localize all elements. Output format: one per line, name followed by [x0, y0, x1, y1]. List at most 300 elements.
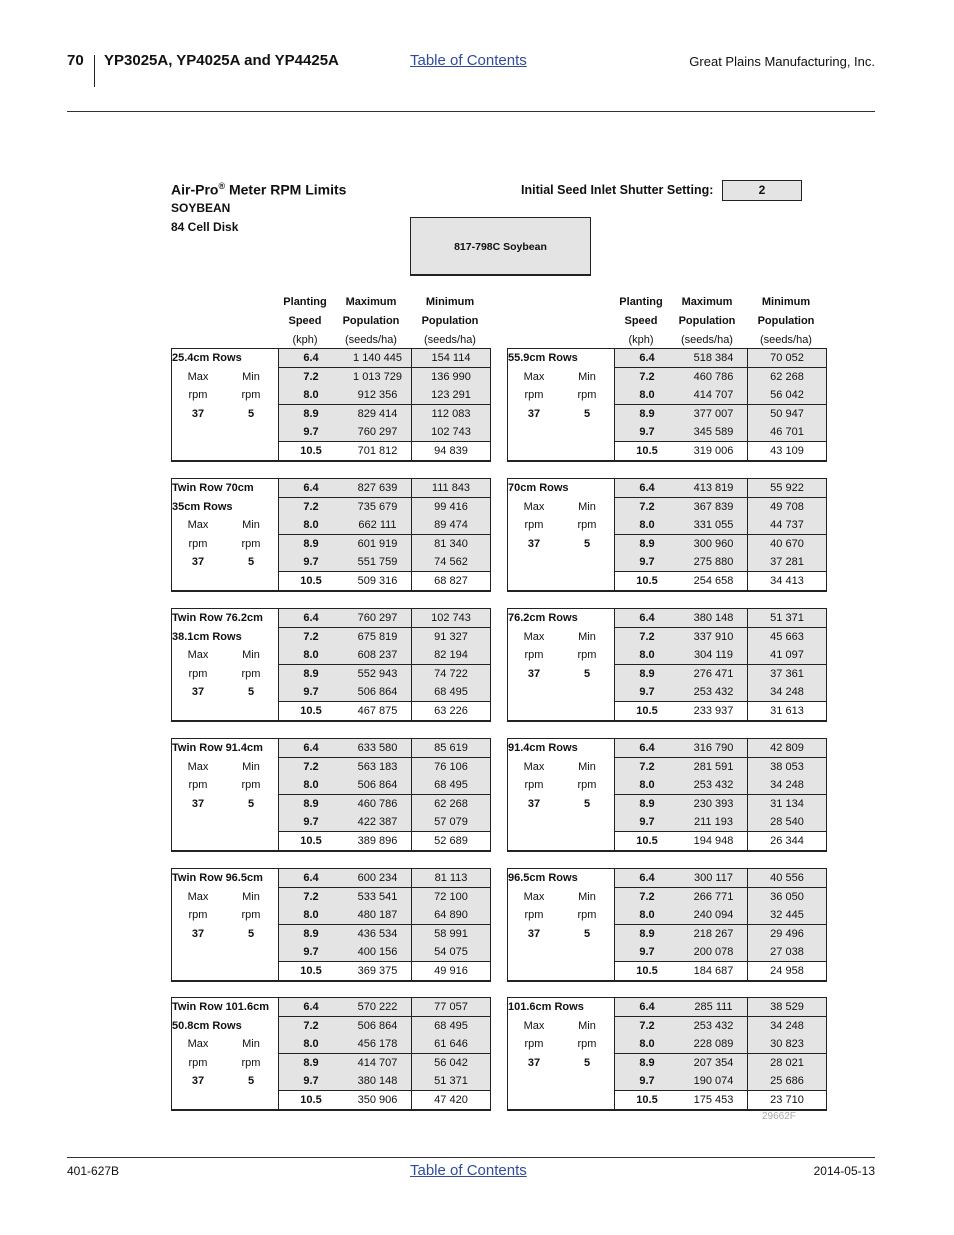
rpm-limit-min: Min	[578, 760, 596, 773]
maximum-population-cell: 552 943	[344, 665, 411, 684]
planting-speed-cell: 6.4	[614, 739, 680, 758]
minimum-population-cell: 111 843	[412, 479, 490, 498]
maximum-population-cell: 460 786	[680, 368, 747, 387]
rpm-limit-rpm: rpm	[241, 1056, 261, 1069]
planting-speed-cell: 10.5	[300, 964, 322, 977]
maximum-population-cell: 570 222	[344, 998, 411, 1017]
column-divider	[411, 869, 412, 980]
crop-name: SOYBEAN	[171, 201, 231, 215]
rpm-limit-min: Min	[242, 370, 260, 383]
footer-rule	[67, 1157, 875, 1158]
column-header-line: (seeds/ha)	[760, 334, 812, 346]
planting-speed-cell: 10.5	[636, 1093, 658, 1106]
minimum-population-cell: 99 416	[412, 498, 490, 517]
minimum-population-cell: 34 248	[748, 683, 826, 702]
row-spacing-label: Twin Row 70cm	[172, 482, 254, 494]
planting-speed-cell: 8.9	[614, 925, 680, 944]
maximum-population-cell: 480 187	[344, 906, 411, 925]
maximum-population-cell: 240 094	[680, 906, 747, 925]
planting-speed-cell: 6.4	[614, 349, 680, 368]
maximum-population-cell: 345 589	[680, 423, 747, 442]
column-header-line: Maximum	[345, 296, 397, 308]
planting-speed-cell: 9.7	[278, 553, 344, 572]
column-header-line: (seeds/ha)	[424, 334, 476, 346]
planting-speed-cell: 8.0	[614, 906, 680, 925]
minimum-population-cell: 49 916	[434, 964, 468, 977]
column-divider	[747, 869, 748, 980]
column-divider	[747, 609, 748, 720]
planting-speed-cell: 9.7	[614, 553, 680, 572]
column-divider	[747, 479, 748, 590]
maximum-population-cell: 350 906	[357, 1093, 398, 1106]
minimum-population-cell: 41 097	[748, 646, 826, 665]
minimum-population-cell: 82 194	[412, 646, 490, 665]
minimum-population-cell: 47 420	[434, 1093, 468, 1106]
column-header-line: Speed	[624, 315, 658, 327]
planting-speed-cell: 9.7	[614, 683, 680, 702]
column-header-line: Planting	[283, 296, 327, 308]
maximum-population-cell: 506 864	[344, 683, 411, 702]
column-header-min-pop-left	[411, 293, 489, 350]
column-divider	[278, 609, 279, 720]
column-header-line: Minimum	[425, 296, 475, 308]
page-number: 70	[67, 52, 84, 69]
minimum-population-cell: 74 722	[412, 665, 490, 684]
maximum-population-cell: 400 156	[344, 943, 411, 962]
column-header-speed-right	[613, 293, 669, 350]
planting-speed-cell: 8.9	[278, 665, 344, 684]
row-spacing-label: 76.2cm Rows	[508, 612, 578, 624]
row-spacing-label: 38.1cm Rows	[172, 630, 242, 643]
minimum-population-cell: 63 226	[434, 704, 468, 717]
planting-speed-cell: 6.4	[614, 998, 680, 1017]
rpm-limit-max: Max	[523, 500, 545, 513]
planting-speed-cell: 10.5	[300, 704, 322, 717]
maximum-population-cell: 389 896	[357, 834, 398, 847]
maximum-population-cell: 633 580	[344, 739, 411, 758]
minimum-population-cell: 32 445	[748, 906, 826, 925]
table-of-contents-link-bottom[interactable]: Table of Contents	[410, 1162, 527, 1179]
planting-speed-cell: 7.2	[614, 368, 680, 387]
column-header-speed-left	[277, 293, 333, 350]
rpm-limit-rpm: rpm	[524, 909, 544, 921]
maximum-population-cell: 200 078	[680, 943, 747, 962]
rpm-limit-rpm: rpm	[241, 779, 261, 791]
maximum-population-cell: 337 910	[680, 628, 747, 647]
rpm-limit-min: Min	[242, 760, 260, 773]
maximum-population-cell: 254 658	[693, 574, 734, 587]
planting-speed-cell: 10.5	[636, 834, 658, 847]
maximum-population-cell: 281 591	[680, 758, 747, 777]
planting-speed-cell: 8.9	[278, 535, 344, 554]
planting-speed-cell: 7.2	[614, 888, 680, 907]
rpm-limit-rpm: rpm	[577, 519, 597, 531]
minimum-population-cell: 62 268	[412, 795, 490, 814]
row-spacing-label: 91.4cm Rows	[508, 742, 578, 754]
planting-speed-cell: 7.2	[278, 1017, 344, 1036]
minimum-population-cell: 58 991	[412, 925, 490, 944]
column-divider	[614, 349, 615, 460]
column-divider	[411, 739, 412, 850]
rpm-limit-min-value: 5	[247, 407, 255, 420]
rpm-limit-rpm: rpm	[577, 1038, 597, 1050]
rpm-table-block	[171, 348, 491, 462]
planting-speed-cell: 7.2	[614, 628, 680, 647]
maximum-population-cell: 319 006	[693, 444, 734, 457]
maximum-population-cell: 253 432	[680, 683, 747, 702]
planting-speed-cell: 7.2	[614, 758, 680, 777]
disk-type: 84 Cell Disk	[171, 220, 239, 234]
planting-speed-cell: 8.0	[614, 646, 680, 665]
planting-speed-cell: 9.7	[614, 943, 680, 962]
rpm-limit-max: Max	[187, 890, 209, 903]
maximum-population-cell: 175 453	[693, 1093, 734, 1106]
column-header-line: (seeds/ha)	[345, 334, 397, 346]
planting-speed-cell: 9.7	[614, 423, 680, 442]
column-header-min-pop-right	[747, 293, 825, 350]
planting-speed-cell: 8.9	[614, 795, 680, 814]
maximum-population-cell: 207 354	[680, 1054, 747, 1073]
planting-speed-cell: 8.9	[278, 795, 344, 814]
column-header-max-pop-right	[671, 293, 743, 350]
minimum-population-cell: 52 689	[434, 834, 468, 847]
minimum-population-cell: 34 413	[770, 574, 804, 587]
column-divider	[614, 739, 615, 850]
rpm-limit-min-value: 5	[247, 686, 255, 698]
minimum-population-cell: 81 113	[412, 869, 490, 888]
rpm-limit-min-value: 5	[583, 927, 591, 940]
minimum-population-cell: 51 371	[412, 1072, 490, 1091]
minimum-population-cell: 49 708	[748, 498, 826, 517]
minimum-population-cell: 38 053	[748, 758, 826, 777]
column-divider	[278, 869, 279, 980]
column-header-line: Population	[421, 315, 479, 327]
minimum-population-cell: 31 134	[748, 795, 826, 814]
rpm-limit-max: Max	[187, 1038, 209, 1050]
maximum-population-cell: 506 864	[344, 776, 411, 795]
minimum-population-cell: 68 495	[412, 776, 490, 795]
minimum-population-cell: 34 248	[748, 776, 826, 795]
rpm-limit-min: Min	[578, 1019, 596, 1032]
maximum-population-cell: 662 111	[344, 516, 411, 535]
maximum-population-cell: 367 839	[680, 498, 747, 517]
rpm-limit-max-value: 37	[527, 1056, 541, 1069]
row-spacing-label: Twin Row 96.5cm	[172, 872, 263, 884]
minimum-population-cell: 30 823	[748, 1035, 826, 1054]
minimum-population-cell: 26 344	[770, 834, 804, 847]
minimum-population-cell: 76 106	[412, 758, 490, 777]
header-divider	[94, 55, 95, 87]
maximum-population-cell: 300 117	[680, 869, 747, 888]
row-spacing-label: 55.9cm Rows	[508, 352, 578, 364]
publication-date: 2014-05-13	[813, 1164, 875, 1178]
rpm-limit-rpm: rpm	[577, 389, 597, 401]
rpm-limit-min-value: 5	[247, 927, 255, 940]
rpm-limit-rpm: rpm	[524, 1038, 544, 1050]
planting-speed-cell: 6.4	[614, 479, 680, 498]
minimum-population-cell: 51 371	[748, 609, 826, 628]
minimum-population-cell: 102 743	[412, 609, 490, 628]
maximum-population-cell: 1 140 445	[344, 349, 411, 368]
maximum-population-cell: 760 297	[344, 609, 411, 628]
planting-speed-cell: 8.9	[614, 535, 680, 554]
rpm-limit-min-value: 5	[583, 667, 591, 680]
rpm-limit-rpm: rpm	[188, 537, 208, 550]
rpm-limit-max-value: 37	[191, 927, 205, 940]
planting-speed-cell: 6.4	[278, 869, 344, 888]
maximum-population-cell: 253 432	[680, 776, 747, 795]
planting-speed-cell: 10.5	[300, 834, 322, 847]
column-header-line: Minimum	[761, 296, 811, 308]
planting-speed-cell: 10.5	[636, 444, 658, 457]
minimum-population-cell: 61 646	[412, 1035, 490, 1054]
column-header-line: Population	[342, 315, 400, 327]
minimum-population-cell: 37 361	[748, 665, 826, 684]
column-divider	[411, 998, 412, 1109]
rpm-limit-rpm: rpm	[524, 519, 544, 531]
rpm-limit-min: Min	[242, 519, 260, 531]
row-spacing-label: 70cm Rows	[508, 482, 569, 494]
minimum-population-cell: 46 701	[748, 423, 826, 442]
planting-speed-cell: 8.9	[614, 1054, 680, 1073]
rpm-limit-max-value: 37	[191, 556, 205, 568]
maximum-population-cell: 414 707	[344, 1054, 411, 1073]
column-divider	[411, 479, 412, 590]
minimum-population-cell: 102 743	[412, 423, 490, 442]
rpm-limit-min: Min	[578, 630, 596, 643]
minimum-population-cell: 36 050	[748, 888, 826, 907]
maximum-population-cell: 218 267	[680, 925, 747, 944]
rpm-limit-rpm: rpm	[188, 1056, 208, 1069]
rpm-limit-max-value: 37	[191, 797, 205, 810]
rpm-limit-max-value: 37	[527, 667, 541, 680]
maximum-population-cell: 563 183	[344, 758, 411, 777]
rpm-limit-rpm: rpm	[524, 649, 544, 661]
maximum-population-cell: 467 875	[357, 704, 398, 717]
maximum-population-cell: 331 055	[680, 516, 747, 535]
maximum-population-cell: 436 534	[344, 925, 411, 944]
maximum-population-cell: 912 356	[344, 386, 411, 405]
maximum-population-cell: 184 687	[693, 964, 734, 977]
rpm-limit-min: Min	[578, 500, 596, 513]
rpm-limit-rpm: rpm	[577, 779, 597, 791]
rpm-limit-min: Min	[578, 890, 596, 903]
rpm-limit-max: Max	[187, 519, 209, 531]
column-divider	[614, 479, 615, 590]
planting-speed-cell: 8.0	[614, 776, 680, 795]
column-divider	[614, 998, 615, 1109]
minimum-population-cell: 85 619	[412, 739, 490, 758]
planting-speed-cell: 7.2	[614, 1017, 680, 1036]
column-divider	[747, 998, 748, 1109]
rpm-limit-min: Min	[242, 649, 260, 661]
maximum-population-cell: 211 193	[680, 813, 747, 832]
planting-speed-cell: 6.4	[614, 869, 680, 888]
rpm-limit-rpm: rpm	[524, 389, 544, 401]
rpm-limit-min-value: 5	[583, 1056, 591, 1069]
rpm-table-block	[507, 348, 827, 462]
minimum-population-cell: 50 947	[748, 405, 826, 424]
rpm-limit-max: Max	[523, 1019, 545, 1032]
row-spacing-label: 25.4cm Rows	[172, 352, 242, 364]
planting-speed-cell: 10.5	[636, 574, 658, 587]
column-header-line: Population	[757, 315, 815, 327]
minimum-population-cell: 38 529	[748, 998, 826, 1017]
rpm-limit-rpm: rpm	[241, 909, 261, 921]
rpm-limit-min-value: 5	[583, 537, 591, 550]
rpm-limit-max-value: 37	[527, 797, 541, 810]
minimum-population-cell: 57 079	[412, 813, 490, 832]
minimum-population-cell: 37 281	[748, 553, 826, 572]
rpm-limit-max: Max	[187, 760, 209, 773]
rpm-limit-max-value: 37	[527, 537, 541, 550]
column-header-line: Maximum	[681, 296, 733, 308]
manual-title: YP3025A, YP4025A and YP4425A	[104, 52, 339, 69]
planting-speed-cell: 10.5	[636, 964, 658, 977]
minimum-population-cell: 24 958	[770, 964, 804, 977]
minimum-population-cell: 70 052	[748, 349, 826, 368]
planting-speed-cell: 8.0	[614, 1035, 680, 1054]
planting-speed-cell: 10.5	[300, 574, 322, 587]
maximum-population-cell: 276 471	[680, 665, 747, 684]
column-header-line: Population	[678, 315, 736, 327]
column-divider	[747, 349, 748, 460]
planting-speed-cell: 6.4	[278, 349, 344, 368]
minimum-population-cell: 68 495	[412, 1017, 490, 1036]
maximum-population-cell: 228 089	[680, 1035, 747, 1054]
section-title-main: Air-Pro	[171, 181, 219, 198]
maximum-population-cell: 456 178	[344, 1035, 411, 1054]
minimum-population-cell: 55 922	[748, 479, 826, 498]
figure-number: 29662F	[762, 1111, 796, 1122]
maximum-population-cell: 304 119	[680, 646, 747, 665]
rpm-limit-max-value: 37	[527, 407, 541, 420]
maximum-population-cell: 413 819	[680, 479, 747, 498]
planting-speed-cell: 6.4	[278, 609, 344, 628]
planting-speed-cell: 7.2	[278, 888, 344, 907]
minimum-population-cell: 112 083	[412, 405, 490, 424]
rpm-limit-max-value: 37	[191, 1075, 205, 1087]
minimum-population-cell: 40 670	[748, 535, 826, 554]
rpm-limit-min-value: 5	[247, 1075, 255, 1087]
planting-speed-cell: 8.0	[278, 906, 344, 925]
minimum-population-cell: 44 737	[748, 516, 826, 535]
maximum-population-cell: 533 541	[344, 888, 411, 907]
minimum-population-cell: 28 021	[748, 1054, 826, 1073]
minimum-population-cell: 77 057	[412, 998, 490, 1017]
document-number: 401-627B	[67, 1164, 120, 1178]
maximum-population-cell: 422 387	[344, 813, 411, 832]
planting-speed-cell: 8.0	[614, 516, 680, 535]
column-divider	[278, 998, 279, 1109]
planting-speed-cell: 10.5	[300, 444, 322, 457]
minimum-population-cell: 42 809	[748, 739, 826, 758]
rpm-limit-min-value: 5	[583, 797, 591, 810]
column-header-max-pop-left	[335, 293, 407, 350]
row-spacing-label: Twin Row 91.4cm	[172, 742, 263, 754]
maximum-population-cell: 316 790	[680, 739, 747, 758]
maximum-population-cell: 518 384	[680, 349, 747, 368]
minimum-population-cell: 28 540	[748, 813, 826, 832]
minimum-population-cell: 68 495	[412, 683, 490, 702]
maximum-population-cell: 760 297	[344, 423, 411, 442]
planting-speed-cell: 8.9	[278, 405, 344, 424]
planting-speed-cell: 9.7	[614, 1072, 680, 1091]
column-divider	[411, 609, 412, 720]
rpm-table-block	[171, 997, 491, 1111]
maximum-population-cell: 551 759	[344, 553, 411, 572]
minimum-population-cell: 89 474	[412, 516, 490, 535]
rpm-limit-min: Min	[242, 890, 260, 903]
column-header-line: Planting	[619, 296, 663, 308]
row-spacing-label: 35cm Rows	[172, 500, 233, 513]
maximum-population-cell: 701 812	[357, 444, 398, 457]
rpm-limit-max: Max	[523, 630, 545, 643]
maximum-population-cell: 253 432	[680, 1017, 747, 1036]
rpm-limit-max-value: 37	[191, 686, 205, 698]
row-spacing-label: 96.5cm Rows	[508, 872, 578, 884]
minimum-population-cell: 43 109	[770, 444, 804, 457]
maximum-population-cell: 194 948	[693, 834, 734, 847]
column-divider	[278, 349, 279, 460]
rpm-limit-rpm: rpm	[524, 779, 544, 791]
column-divider	[278, 479, 279, 590]
rpm-limit-rpm: rpm	[188, 389, 208, 401]
planting-speed-cell: 8.0	[614, 386, 680, 405]
maximum-population-cell: 1 013 729	[344, 368, 411, 387]
column-header-line: (kph)	[628, 334, 654, 346]
minimum-population-cell: 45 663	[748, 628, 826, 647]
rpm-table-block	[507, 608, 827, 722]
table-of-contents-link-top[interactable]: Table of Contents	[410, 52, 527, 69]
rpm-table-block	[507, 997, 827, 1111]
maximum-population-cell: 230 393	[680, 795, 747, 814]
planting-speed-cell: 7.2	[614, 498, 680, 517]
planting-speed-cell: 9.7	[614, 813, 680, 832]
shutter-setting-value: 2	[722, 180, 802, 201]
minimum-population-cell: 72 100	[412, 888, 490, 907]
planting-speed-cell: 7.2	[278, 758, 344, 777]
row-spacing-label: Twin Row 76.2cm	[172, 612, 263, 624]
planting-speed-cell: 7.2	[278, 498, 344, 517]
planting-speed-cell: 9.7	[278, 423, 344, 442]
minimum-population-cell: 56 042	[412, 1054, 490, 1073]
planting-speed-cell: 7.2	[278, 628, 344, 647]
rpm-limit-min-value: 5	[247, 797, 255, 810]
minimum-population-cell: 136 990	[412, 368, 490, 387]
minimum-population-cell: 29 496	[748, 925, 826, 944]
rpm-limit-rpm: rpm	[241, 537, 261, 550]
minimum-population-cell: 62 268	[748, 368, 826, 387]
minimum-population-cell: 68 827	[434, 574, 468, 587]
minimum-population-cell: 81 340	[412, 535, 490, 554]
column-divider	[411, 349, 412, 460]
maximum-population-cell: 369 375	[357, 964, 398, 977]
rpm-table-block	[171, 868, 491, 982]
rpm-limit-rpm: rpm	[188, 909, 208, 921]
minimum-population-cell: 154 114	[412, 349, 490, 368]
planting-speed-cell: 8.0	[278, 386, 344, 405]
company-name: Great Plains Manufacturing, Inc.	[689, 54, 875, 69]
minimum-population-cell: 25 686	[748, 1072, 826, 1091]
minimum-population-cell: 91 327	[412, 628, 490, 647]
planting-speed-cell: 6.4	[278, 479, 344, 498]
column-divider	[278, 739, 279, 850]
rpm-table-block	[507, 478, 827, 592]
minimum-population-cell: 54 075	[412, 943, 490, 962]
maximum-population-cell: 460 786	[344, 795, 411, 814]
planting-speed-cell: 8.9	[614, 665, 680, 684]
